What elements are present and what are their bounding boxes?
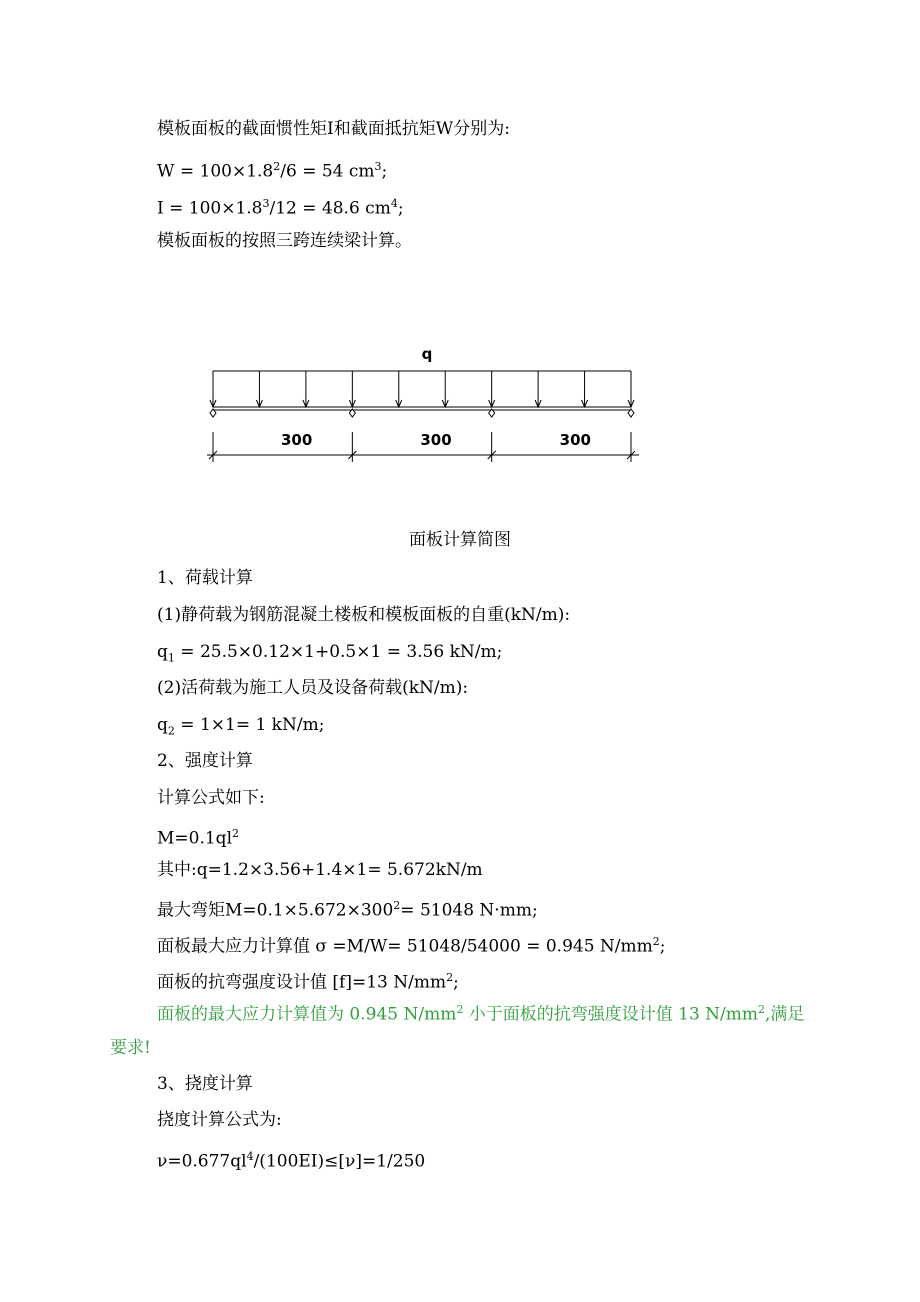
conclusion-line-1: 面板的最大应力计算值为 0.945 $N/mm^2$ 小于面板的抗弯强度设计值 13 $N/mm^2$,满足 <box>157 1003 805 1025</box>
text-line: $W = 100\times 1.8^2/6 = 54$ $cm^3$; <box>157 160 388 182</box>
load-label: q <box>421 345 433 363</box>
span-label: 300 <box>559 431 591 449</box>
calc-line: 面板最大应力计算值 σ =M/W= 51048/54000 = 0.945 $N/mm^2$; <box>157 935 666 957</box>
calc-line: 面板的抗弯强度设计值 [f]=13 $N/mm^2$; <box>157 971 459 993</box>
diagram-caption: 面板计算简图 <box>409 530 511 550</box>
conclusion-line-2: 要求! <box>110 1038 151 1058</box>
calc-line: 最大弯矩$M=0.1\times 5.672\times 300^2= 51048$ N·mm; <box>157 899 538 921</box>
calc-line: 1、荷载计算 <box>157 568 253 588</box>
calc-line: (2)活荷载为施工人员及设备荷载(kN/m): <box>157 678 469 698</box>
deflection-line: 3、挠度计算 <box>157 1074 253 1094</box>
calc-line: 计算公式如下: <box>157 788 265 808</box>
beam-marks <box>207 371 639 462</box>
calc-line: (1)静荷载为钢筋混凝土楼板和模板面板的自重(kN/m): <box>157 605 571 625</box>
span-label: 300 <box>420 431 452 449</box>
text-line: 模板面板的截面惯性矩I和截面抵抗矩W分别为: <box>157 119 510 139</box>
text-line: $I = 100\times 1.8^3/12 = 48.6$ $cm^4$; <box>157 197 404 219</box>
span-label: 300 <box>281 431 313 449</box>
deflection-line: 挠度计算公式为: <box>157 1110 282 1130</box>
deflection-line: $\nu=0.677ql^4/(100EI)\le[\nu]=1/250$ <box>157 1150 426 1172</box>
calc-line: 其中:q=1.2×3.56+1.4×1= 5.672kN/m <box>157 860 483 880</box>
calc-line: $q_2 = 1\times 1= 1$ kN/m; <box>157 715 325 738</box>
beam-diagram <box>0 330 920 530</box>
calc-line: $q_1 = 25.5\times 0.12\times 1+0.5\times 1 = 3.56$ kN/m; <box>157 642 503 665</box>
calc-line: 2、强度计算 <box>157 751 253 771</box>
calc-line: $M=0.1ql^2$ <box>157 827 240 849</box>
text-line: 模板面板的按照三跨连续梁计算。 <box>157 231 412 251</box>
